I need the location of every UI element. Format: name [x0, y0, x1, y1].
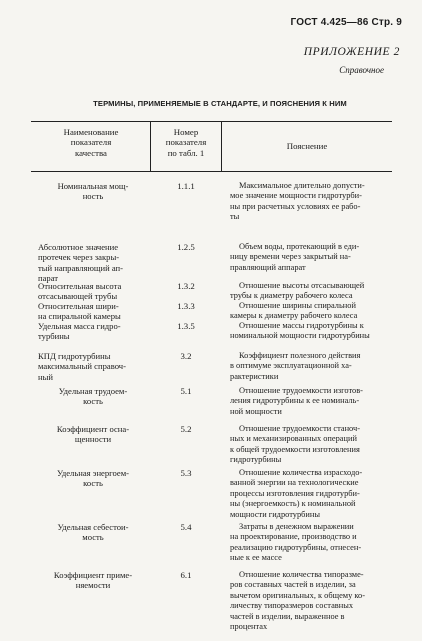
- explanation-line: Отношение массы гидротурбины к: [239, 321, 364, 330]
- number-cell: 1.3.3: [177, 301, 195, 311]
- term-line: Удельная масса гидро-: [38, 321, 121, 331]
- explanation-line: на проектирование, производство и: [230, 532, 357, 542]
- table-header-rule: [31, 171, 392, 172]
- explanation-line: Отношение ширины спиральной: [239, 301, 356, 310]
- number-cell: 6.1: [180, 570, 192, 580]
- number-cell: 1.3.5: [177, 321, 195, 331]
- term-cell: [36, 386, 150, 407]
- term-cell: [38, 242, 150, 284]
- term-cell: [38, 321, 150, 342]
- term-line: турбины: [38, 331, 70, 342]
- page-header: ГОСТ 4.425—86 Стр. 9: [290, 17, 402, 28]
- explanation-line: ления гидротурбины к ее номиналь-: [230, 396, 360, 406]
- explanation-line: вычетом оригинальных, к общему ко-: [230, 590, 365, 600]
- explanation-line: к общей трудоемкости изготовления: [230, 444, 360, 454]
- term-line: на спиральной камеры: [38, 311, 121, 322]
- explanation-line: процессы изготовления гидротурби-: [230, 488, 360, 498]
- term-line: Удельная трудоем-: [58, 386, 128, 396]
- number-cell: 3.2: [180, 351, 192, 361]
- explanation-line: ных и механизированных операций: [230, 434, 357, 444]
- header-term-line: качества: [75, 147, 107, 158]
- explanation-line: Отношение трудоемкости изготов-: [239, 386, 363, 395]
- explanation-line: Максимальное длительно допусти-: [239, 181, 365, 190]
- term-line: щенности: [74, 434, 112, 445]
- explanation-line: ницу времени через закрытый на-: [230, 252, 351, 262]
- explanation-line: Затраты в денежном выражении: [239, 522, 354, 531]
- term-line: Относительная шири-: [38, 301, 119, 311]
- explanation-line: Объем воды, протекающий в еди-: [239, 242, 360, 251]
- explanation-cell: [230, 522, 395, 564]
- explanation-line: правляющий аппарат: [230, 262, 306, 272]
- term-line: Коэффициент приме-: [53, 570, 133, 580]
- number-cell: 1.3.2: [177, 281, 195, 291]
- explanation-line: Отношение трудоемкости станоч-: [239, 424, 361, 433]
- term-cell: [36, 181, 150, 202]
- term-line: мость: [82, 532, 104, 543]
- term-line: кость: [83, 396, 103, 407]
- explanation-line: мощности гидротурбины: [230, 509, 320, 519]
- explanation-line: в оптимуме эксплуатационной ха-: [230, 361, 352, 371]
- header-term: [36, 127, 146, 158]
- explanation-line: реализацию гидротурбины, отнесен-: [230, 542, 362, 552]
- document-title: ТЕРМИНЫ, ПРИМЕНЯЕМЫЕ В СТАНДАРТЕ, И ПОЯСНЕНИЯ К НИМ: [93, 99, 347, 108]
- term-line: парат: [38, 273, 59, 284]
- header-number-line: показателя: [165, 137, 207, 148]
- explanation-line: мое значение мощности гидротурби-: [230, 191, 362, 201]
- appendix-title: ПРИЛОЖЕНИЕ 2: [303, 46, 400, 58]
- header-explanation: Пояснение: [286, 141, 328, 151]
- explanation-line: ров составных частей в изделии, за: [230, 580, 356, 590]
- term-line: Номинальная мощ-: [57, 181, 129, 191]
- explanation-cell: [230, 281, 395, 302]
- header-number-line: Номер: [173, 127, 199, 137]
- term-cell: [36, 570, 150, 591]
- number-cell: 5.3: [180, 468, 192, 478]
- explanation-cell: [230, 321, 395, 342]
- term-line: КПД гидротурбины: [38, 351, 111, 361]
- explanation-line: ванной энергии на технологические: [230, 478, 359, 488]
- explanation-cell: [230, 181, 395, 223]
- term-line: тый направляющий ап-: [38, 262, 124, 273]
- explanation-line: номинальной мощности гидротурбины: [230, 331, 370, 341]
- term-line: Коэффициент осна-: [56, 424, 130, 434]
- number-cell: 1.2.5: [177, 242, 195, 252]
- explanation-line: трубы к диаметру рабочего колеса: [230, 291, 353, 301]
- explanation-cell: [230, 424, 395, 466]
- term-line: протечек через закры-: [38, 252, 120, 263]
- explanation-line: гидротурбины: [230, 455, 282, 465]
- term-line: няемости: [75, 580, 111, 591]
- header-number-line: по табл. 1: [167, 147, 205, 158]
- explanation-line: ной мощности: [230, 406, 282, 416]
- header-number: [153, 127, 219, 158]
- term-cell: [36, 522, 150, 543]
- table-top-rule: [31, 121, 392, 122]
- term-cell: [36, 468, 150, 489]
- explanation-line: Отношение количества типоразме-: [239, 570, 364, 579]
- explanation-line: рактеристики: [230, 371, 279, 381]
- term-line: Удельная себестои-: [57, 522, 129, 532]
- explanation-line: ные к ее массе: [230, 553, 282, 563]
- explanation-line: ны при расчетных условиях ее рабо-: [230, 201, 361, 211]
- explanation-line: Коэффициент полезного действия: [239, 351, 361, 360]
- header-term-line: Наименование: [63, 127, 119, 137]
- explanation-cell: [230, 242, 395, 273]
- explanation-line: частей в изделии, выраженное в: [230, 611, 345, 621]
- term-cell: [38, 301, 150, 322]
- term-line: кость: [83, 478, 103, 489]
- explanation-line: камеры к диаметру рабочего колеса: [230, 311, 358, 321]
- number-cell: 5.2: [180, 424, 192, 434]
- term-line: максимальный справоч-: [38, 361, 126, 372]
- explanation-line: ны (энергоемкость) к номинальной: [230, 499, 356, 509]
- term-line: Относительная высота: [38, 281, 122, 291]
- explanation-cell: [230, 301, 395, 322]
- term-line: ность: [82, 191, 104, 202]
- term-cell: [38, 281, 150, 302]
- explanation-cell: [230, 386, 395, 417]
- explanation-cell: [230, 570, 395, 632]
- number-cell: 1.1.1: [177, 181, 195, 191]
- number-cell: 5.1: [180, 386, 192, 396]
- explanation-line: Отношение количества израсходо-: [239, 468, 363, 477]
- explanation-cell: [230, 351, 395, 382]
- term-line: ный: [38, 371, 53, 382]
- explanation-line: процентах: [230, 622, 268, 632]
- header-term-line: показателя: [70, 137, 112, 148]
- number-cell: 5.4: [180, 522, 192, 532]
- appendix-reference: Справочное: [339, 65, 384, 75]
- column-divider: [150, 121, 151, 171]
- term-cell: [38, 351, 150, 382]
- term-line: Удельная энергоем-: [56, 468, 129, 478]
- explanation-line: личеству типоразмеров составных: [230, 601, 354, 611]
- explanation-cell: [230, 468, 395, 520]
- term-cell: [36, 424, 150, 445]
- term-line: отсасывающей трубы: [38, 291, 118, 302]
- explanation-line: ты: [230, 212, 240, 222]
- column-divider: [221, 121, 222, 171]
- term-line: Абсолютное значение: [38, 242, 119, 252]
- explanation-line: Отношение высоты отсасывающей: [239, 281, 365, 290]
